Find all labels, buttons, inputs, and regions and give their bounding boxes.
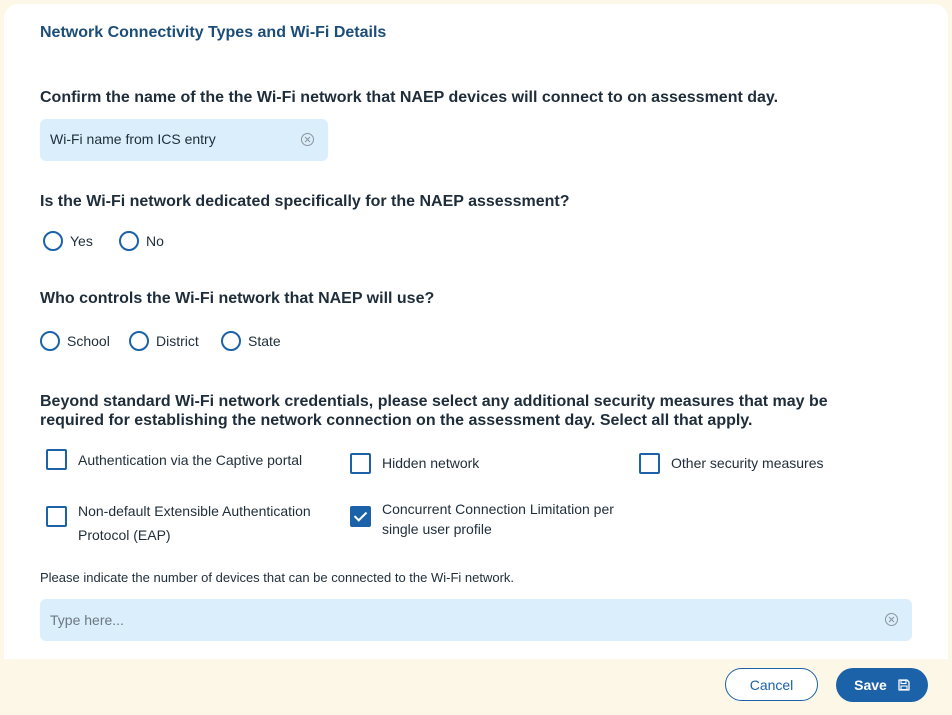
radio-dedicated-yes[interactable] xyxy=(43,231,93,251)
checkbox-icon[interactable] xyxy=(46,506,67,527)
radio-control-district[interactable] xyxy=(129,331,199,351)
wifi-name-field[interactable] xyxy=(40,119,328,161)
checkmark-icon[interactable] xyxy=(350,506,371,527)
floppy-disk-icon xyxy=(898,679,910,691)
radio-label: School xyxy=(67,333,110,349)
devices-field[interactable] xyxy=(40,599,912,641)
checkbox-label: Concurrent Connection Limitation per single user profile xyxy=(382,501,614,537)
clear-icon[interactable] xyxy=(301,133,314,146)
clear-icon[interactable] xyxy=(885,613,898,626)
checkbox-hidden-network[interactable] xyxy=(350,453,610,474)
radio-control-school[interactable] xyxy=(40,331,110,351)
checkbox-eap[interactable] xyxy=(46,505,336,547)
devices-input[interactable] xyxy=(40,599,912,641)
section-title: Network Connectivity Types and Wi-Fi Details xyxy=(40,24,387,41)
cancel-button[interactable]: Cancel xyxy=(725,668,818,701)
radio-circle-icon[interactable] xyxy=(43,231,63,251)
save-button[interactable] xyxy=(836,668,928,702)
radio-circle-icon[interactable] xyxy=(119,231,139,251)
checkbox-captive-portal[interactable] xyxy=(46,449,336,470)
checkbox-icon[interactable] xyxy=(46,449,67,470)
question-dedicated: Is the Wi-Fi network dedicated specifically for the NAEP assessment? xyxy=(40,193,570,210)
checkbox-icon[interactable] xyxy=(350,453,371,474)
checkbox-icon[interactable] xyxy=(639,453,660,474)
radio-dedicated-no[interactable] xyxy=(119,231,164,251)
radio-circle-icon[interactable] xyxy=(129,331,149,351)
checkbox-label: Other security measures xyxy=(671,455,824,471)
radio-label: No xyxy=(146,233,164,249)
question-security-measures: Beyond standard Wi-Fi network credentials, please select any additional security measures that may be required for establishing the network connection on the assessment day. Select all that apply. xyxy=(40,393,828,429)
checkbox-other-security[interactable] xyxy=(639,453,909,474)
devices-hint: Please indicate the number of devices that can be connected to the Wi-Fi network. xyxy=(40,570,515,585)
radio-control-state[interactable] xyxy=(221,331,281,351)
question-wifi-name: Confirm the name of the the Wi-Fi network that NAEP devices will connect to on assessment day. xyxy=(40,89,779,106)
checkbox-label: Authentication via the Captive portal xyxy=(78,452,303,468)
radio-circle-icon[interactable] xyxy=(221,331,241,351)
checkbox-label: Non-default Extensible Authentication Protocol (EAP) xyxy=(78,503,311,543)
save-button-label: Save xyxy=(854,677,887,693)
checkbox-concurrent-connection[interactable] xyxy=(350,501,615,539)
radio-label: District xyxy=(156,333,199,349)
wifi-name-value[interactable]: Wi-Fi name from ICS entry xyxy=(50,131,216,147)
radio-circle-icon[interactable] xyxy=(40,331,60,351)
radio-label: Yes xyxy=(70,233,93,249)
radio-label: State xyxy=(248,333,281,349)
question-controls: Who controls the Wi-Fi network that NAEP will use? xyxy=(40,290,435,307)
checkbox-label: Hidden network xyxy=(382,455,480,471)
